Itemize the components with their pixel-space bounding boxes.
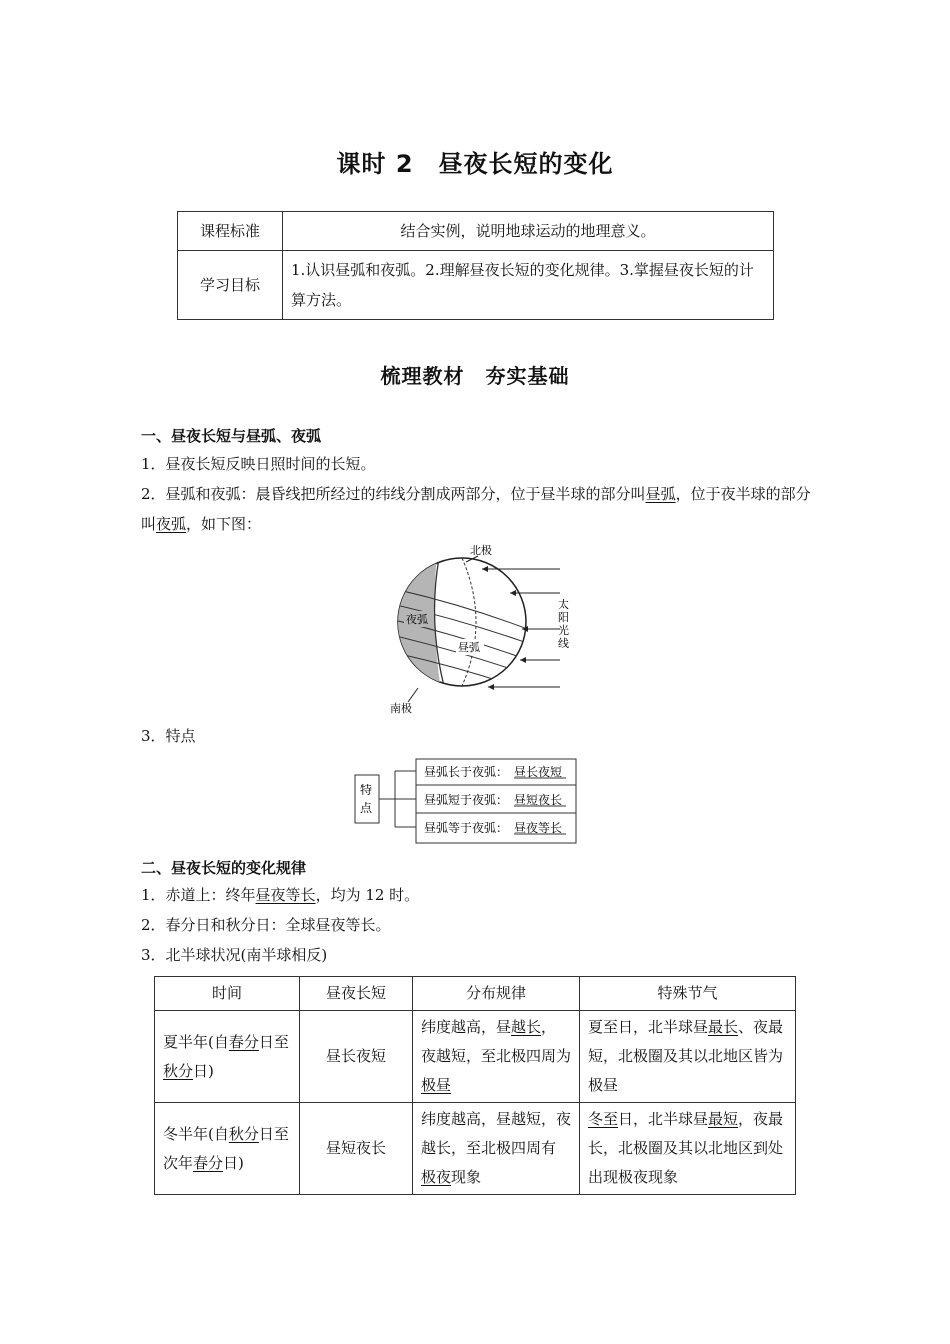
answer: 越长 (511, 1018, 542, 1036)
part1-item3: 3．特点 (141, 727, 196, 745)
part1-item2 (141, 479, 821, 539)
item2-post: ，如下图： (186, 515, 262, 533)
feature-result: 昼短夜长 (514, 793, 563, 807)
time-cell (155, 1103, 300, 1195)
objective-label: 学习目标 (178, 251, 283, 320)
item2-pre: 2．昼弧和夜弧：晨昏线把所经过的纬线分割成两部分，位于昼半球的部分叫 (141, 485, 646, 503)
feature-root-text: 点 (360, 801, 373, 815)
section-title: 梳理教材 夯实基础 (380, 364, 570, 388)
cell-text: ，夜越短，至北极四周为 (421, 1018, 572, 1065)
rule-cell (413, 1011, 580, 1103)
answer: 最短 (708, 1110, 739, 1128)
item1-post: ，均为 12 时。 (315, 886, 420, 904)
curriculum-standards-table (177, 211, 774, 320)
part2-item1 (141, 880, 821, 910)
part2-item3: 3．北半球状况(南半球相反) (141, 946, 328, 964)
cell-text: 现象 (451, 1168, 482, 1186)
answer: 冬至 (588, 1110, 619, 1128)
cell-text: 夏半年(自 (163, 1032, 229, 1051)
cell-text: 日) (193, 1061, 214, 1080)
feature-root-text: 特 (360, 783, 373, 797)
answer: 最长 (708, 1018, 739, 1036)
cell-text: 纬度越高，昼 (421, 1018, 512, 1036)
sunlight-label: 线 (558, 637, 569, 650)
cell-text: 日) (223, 1153, 244, 1172)
standard-label: 课程标准 (178, 212, 283, 251)
answer: 春分 (228, 1032, 259, 1051)
answer: 秋分 (228, 1124, 259, 1143)
table-header-row (155, 977, 796, 1011)
cell-text: 夏至日，北半球昼 (588, 1018, 709, 1036)
length-cell: 昼长夜短 (300, 1011, 413, 1103)
answer: 秋分 (163, 1061, 194, 1080)
part2-item2: 2．春分日和秋分日：全球昼夜等长。 (141, 916, 391, 934)
table-row (178, 212, 774, 251)
sunlight-label: 阳 (558, 611, 569, 624)
day-arc-label: 昼弧 (458, 641, 480, 654)
answer-night-arc: 夜弧 (156, 515, 187, 533)
table-row (155, 1103, 796, 1195)
column-header: 分布规律 (413, 977, 580, 1011)
objective-text: 1.认识昼弧和夜弧。2.理解昼夜长短的变化规律。3.掌握昼夜长短的计算方法。 (283, 251, 774, 320)
standard-text: 结合实例，说明地球运动的地理意义。 (283, 212, 774, 251)
page-title: 课时 2 昼夜长短的变化 (336, 150, 614, 178)
answer-equal: 昼夜等长 (255, 886, 316, 904)
arrow-icon (488, 684, 494, 690)
part2-heading: 二、昼夜长短的变化规律 (141, 859, 307, 877)
globe-figure (370, 538, 590, 718)
cell-text: 日至 (258, 1032, 289, 1051)
sunlight-label: 光 (558, 624, 569, 637)
answer-day-arc: 昼弧 (645, 485, 676, 503)
cell-text: 日，北半球昼 (618, 1110, 709, 1128)
feature-condition: 昼弧短于夜弧： (424, 793, 509, 807)
part1-item1: 1．昼夜长短反映日照时间的长短。 (141, 455, 376, 473)
south-pointer (408, 688, 418, 702)
column-header: 昼夜长短 (300, 977, 413, 1011)
special-cell (580, 1103, 796, 1195)
cell-text: 纬度越高，昼越短，夜越长，至北极四周有 (421, 1110, 572, 1157)
answer: 春分 (193, 1153, 224, 1172)
column-header: 特殊节气 (580, 977, 796, 1011)
sunlight-label: 太 (558, 598, 569, 611)
part1-heading: 一、昼夜长短与昼弧、夜弧 (141, 427, 322, 445)
answer: 极昼 (421, 1076, 452, 1094)
arrow-icon (520, 657, 526, 663)
feature-condition: 昼弧长于夜弧： (424, 765, 509, 779)
north-pole-label: 北极 (470, 544, 492, 557)
special-cell (580, 1011, 796, 1103)
features-diagram (350, 756, 580, 846)
cell-text: 、夜最短，北极圈及其以北地区皆为极昼 (588, 1018, 784, 1094)
item1-pre: 1．赤道上：终年 (141, 886, 256, 904)
feature-condition: 昼弧等于夜弧： (424, 821, 509, 835)
day-night-table (154, 976, 796, 1195)
column-header: 时间 (155, 977, 300, 1011)
length-cell: 昼短夜长 (300, 1103, 413, 1195)
table-row (178, 251, 774, 320)
night-arc-label: 夜弧 (406, 613, 428, 626)
cell-text: ，夜最长，北极圈及其以北地区到处出现极夜现象 (588, 1110, 784, 1186)
feature-result: 昼夜等长 (514, 821, 563, 835)
rule-cell (413, 1103, 580, 1195)
feature-result: 昼长夜短 (514, 765, 563, 779)
south-pole-label: 南极 (390, 702, 412, 715)
item2-mid: ，位于夜半球的部分叫 (141, 485, 811, 533)
table-row (155, 1011, 796, 1103)
cell-text: 日至次年 (163, 1124, 289, 1172)
answer: 极夜 (421, 1168, 452, 1186)
cell-text: 冬半年(自 (163, 1124, 229, 1143)
time-cell (155, 1011, 300, 1103)
